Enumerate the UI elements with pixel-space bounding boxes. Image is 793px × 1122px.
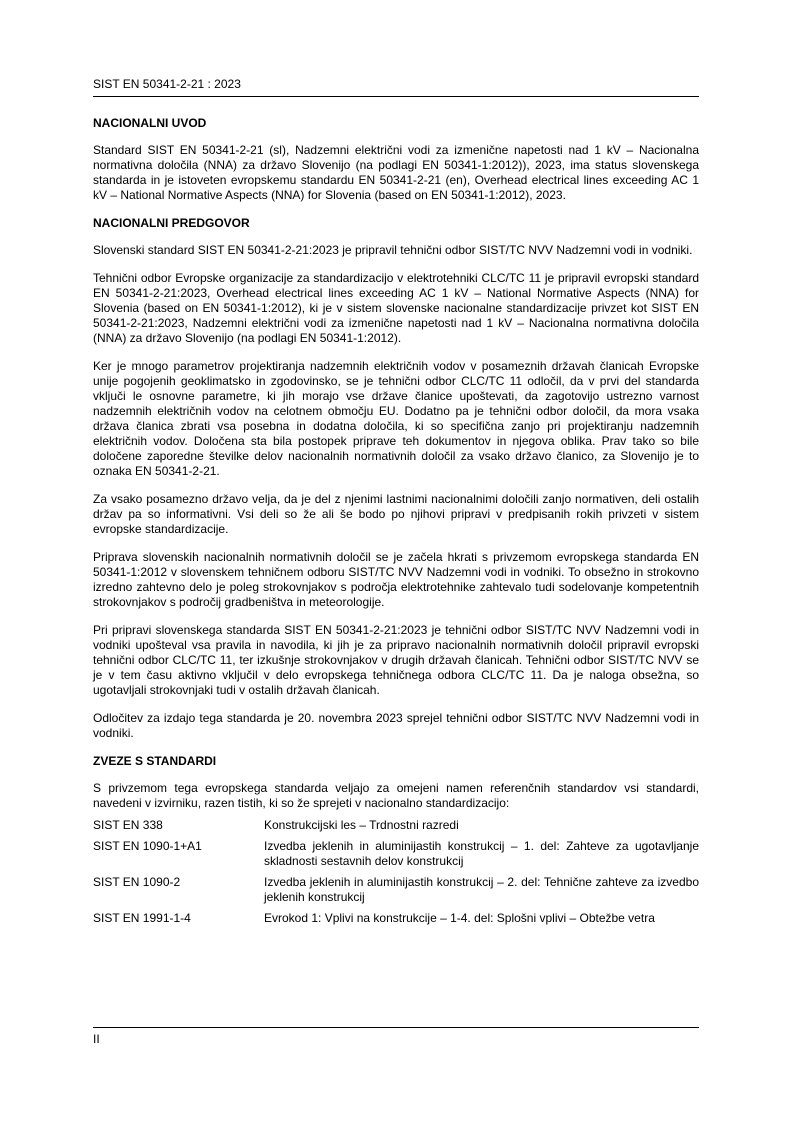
section-heading-nacionalni-uvod: NACIONALNI UVOD	[93, 116, 207, 130]
standard-code: SIST EN 1991-1-4	[93, 911, 191, 925]
standard-code: SIST EN 1090-2	[93, 875, 181, 889]
paragraph: Tehnični odbor Evropske organizacije za standardizacijo v elektrotehniki CLC/TC 11 je pripravil evropski standard EN 50341-2-21:2023, Overhead electrical lines exceeding AC 1 kV – National Normative Aspects (NNA) for Slovenia (based on EN 50341-1:2012), ki je v sistem slovenske nacionalne standardizacije privzet kot SIST EN 50341-2-21:2023, Nadzemni električni vodi za izmenične napetosti nad 1 kV – Nacionalna normativna določila (NNA) za državo Slovenijo (na podlagi EN 50341-1:2012).	[93, 271, 699, 345]
standard-title: Izvedba jeklenih in aluminijastih konstrukcij – 1. del: Zahteve za ugotavljanje skladnosti sestavnih delov konstrukcij	[264, 839, 699, 868]
paragraph: Odločitev za izdajo tega standarda je 20. novembra 2023 sprejel tehnični odbor SIST/TC NVV Nadzemni vodi in vodniki.	[93, 711, 699, 740]
paragraph: Ker je mnogo parametrov projektiranja nadzemnih električnih vodov v posameznih državah članicah Evropske unije pogojenih geoklimatsko in zgodovinsko, se je tehnični odbor CLC/TC 11 odločil, da v prvi del standarda vključi le osnovne parametre, ki jih morajo vse države članice upoštevati, da zagotovijo ustrezno varnost nadzemnih električnih vodov na celotnem območju EU. Dodatno pa je tehnični odbor določil, da mora vsaka država članica zbrati vsa posebna in dodatna določila, ki so specifična zanjo pri projektiranju nadzemnih električnih vodov. Določena sta bila postopek priprave teh dokumentov in njegova oblika. Prav tako so bile določene zaporedne številke delov nacionalnih normativnih določil za vsako državo članico, za Slovenijo je to oznaka EN 50341-2-21.	[93, 359, 699, 478]
section-heading-nacionalni-predgovor: NACIONALNI PREDGOVOR	[93, 216, 250, 230]
header-rule	[93, 96, 699, 97]
table-row	[93, 818, 699, 839]
table-row	[93, 875, 699, 911]
standards-table	[93, 818, 699, 932]
section-heading-zveze-s-standardi: ZVEZE S STANDARDI	[93, 754, 217, 768]
standard-code: SIST EN 338	[93, 818, 163, 832]
standard-title: Konstrukcijski les – Trdnostni razredi	[264, 818, 459, 832]
header-standard-title: SIST EN 50341-2-21 : 2023	[93, 77, 241, 91]
standard-title: Evrokod 1: Vplivi na konstrukcije – 1-4. del: Splošni vplivi – Obtežbe vetra	[264, 911, 655, 925]
standard-code: SIST EN 1090-1+A1	[93, 839, 202, 853]
paragraph: S privzemom tega evropskega standarda veljajo za omejeni namen referenčnih standardov vsi standardi, navedeni v izvirniku, razen tistih, ki so že sprejeti v nacionalno standardizacijo:	[93, 781, 699, 810]
paragraph: Priprava slovenskih nacionalnih normativnih določil se je začela hkrati s privzemom evropskega standarda EN 50341-1:2012 v slovenskem tehničnem odboru SIST/TC NVV Nadzemni vodi in vodniki. To obsežno in strokovno izredno zahtevno delo je poleg strokovnjakov s področja elektrotehnike zahtevalo tudi sodelovanje kompetentnih strokovnjakov s področij gradbeništva in meteorologije.	[93, 550, 699, 609]
table-row	[93, 911, 699, 932]
paragraph: Pri pripravi slovenskega standarda SIST EN 50341-2-21:2023 je tehnični odbor SIST/TC NVV Nadzemni vodi in vodniki upošteval vsa pravila in navodila, ki jih je za pripravo nacionalnih normativnih določil pripravil evropski tehnični odbor CLC/TC 11, ter izkušnje strokovnjakov v drugih državah članicah. Tehnični odbor SIST/TC NVV se je v tem času aktivno vključil v delo evropskega tehničnega odbora CLC/TC 11. Da je naloga obsežna, so ugotavljali strokovnjaki tudi v ostalih državah članicah.	[93, 623, 699, 697]
footer-rule	[93, 1027, 699, 1028]
paragraph: Standard SIST EN 50341-2-21 (sl), Nadzemni električni vodi za izmenične napetosti nad 1 kV – Nacionalna normativna določila (NNA) za državo Slovenijo (na podlagi EN 50341-1:2012)), 2023, ima status slovenskega standarda in je istoveten evropskemu standardu EN 50341-2-21 (en), Overhead electrical lines exceeding AC 1 kV – National Normative Aspects (NNA) for Slovenia (based on EN 50341-1:2012), 2023.	[93, 143, 699, 202]
content	[93, 116, 699, 932]
paragraph: Slovenski standard SIST EN 50341-2-21:2023 je pripravil tehnični odbor SIST/TC NVV Nadzemni vodi in vodniki.	[93, 243, 693, 257]
standard-title: Izvedba jeklenih in aluminijastih konstrukcij – 2. del: Tehnične zahteve za izvedbo jeklenih konstrukcij	[264, 875, 699, 904]
page-number: II	[93, 1032, 100, 1046]
paragraph: Za vsako posamezno državo velja, da je del z njenimi lastnimi nacionalnimi določili zanjo normativen, deli ostalih držav pa so informativni. Vsi deli so že ali še bodo po njihovi pripravi v predpisanih rokih privzeti v sistem evropske standardizacije.	[93, 492, 699, 536]
table-row	[93, 839, 699, 875]
document-page	[93, 0, 699, 1122]
